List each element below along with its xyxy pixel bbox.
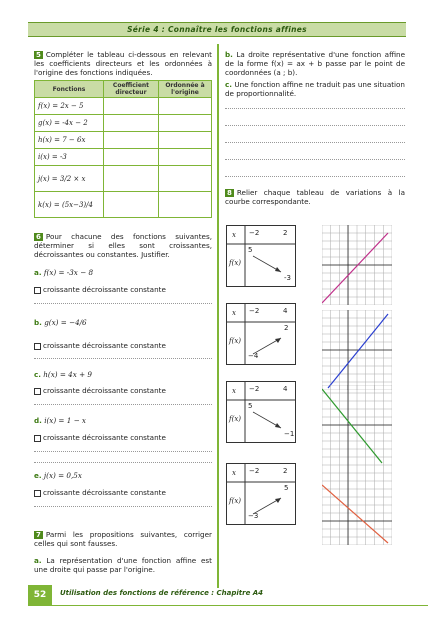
- answer-line[interactable]: [225, 142, 405, 143]
- cell-input[interactable]: [158, 149, 211, 166]
- x-end: 4: [283, 385, 288, 393]
- function-graph: [322, 465, 392, 545]
- item-expr: j(x) = 0,5x: [43, 471, 82, 480]
- row-x-label: x: [232, 469, 236, 477]
- cell-input[interactable]: [104, 98, 159, 115]
- table-row-h: h(x) = 7 − 6x: [35, 132, 104, 149]
- answer-line[interactable]: [225, 125, 405, 126]
- cell-input[interactable]: [158, 166, 211, 192]
- answer-line[interactable]: [34, 451, 212, 452]
- graph-grid: [322, 225, 392, 305]
- cell-input[interactable]: [104, 115, 159, 132]
- item-expr: i(x) = 1 − x: [44, 416, 86, 425]
- ex6-intro-text: Pour chacune des fonctions suivantes, déterminer si elles sont croissantes, décroissantes ou constantes. Justifier.: [34, 232, 212, 259]
- chapter-footer: Utilisation des fonctions de référence : Chapitre A4: [60, 589, 264, 597]
- cell-input[interactable]: [104, 132, 159, 149]
- function-graph: [322, 225, 392, 305]
- row-x-label: x: [232, 387, 236, 395]
- col-header-coef: Coefficient directeur: [104, 81, 159, 98]
- header-banner: [28, 22, 406, 37]
- answer-line[interactable]: [34, 506, 212, 507]
- ex7-b: [225, 50, 405, 77]
- variation-table: [226, 463, 296, 525]
- x-end: 4: [283, 307, 288, 315]
- x-end: 2: [283, 229, 288, 237]
- series-title: Série 4 : Connaître les fonctions affines: [127, 25, 307, 34]
- ex5-table: [34, 80, 212, 218]
- function-graph: [322, 385, 392, 465]
- answer-line[interactable]: [225, 159, 405, 160]
- col-header-ordonnee: Ordonnée à l'origine: [158, 81, 211, 98]
- footer-rule: [28, 605, 428, 606]
- function-graph: [322, 310, 392, 390]
- row-x-label: x: [232, 309, 236, 317]
- cell-input[interactable]: [158, 98, 211, 115]
- table-row-i: i(x) = -3: [35, 149, 104, 166]
- ex8-intro: [225, 188, 405, 206]
- row-x-label: x: [232, 231, 236, 239]
- variation-table: [226, 225, 296, 287]
- choices-text: croissante décroissante constante: [43, 488, 166, 497]
- choices-text: croissante décroissante constante: [43, 341, 166, 350]
- cell-input[interactable]: [104, 192, 159, 218]
- checkbox-icon[interactable]: [34, 343, 41, 350]
- item-label: b.: [34, 318, 42, 327]
- item-text: Une fonction affine ne traduit pas une situation de proportionnalité.: [225, 80, 405, 98]
- item-label: b.: [225, 50, 233, 59]
- ex6-number: 6: [36, 233, 41, 241]
- cell-input[interactable]: [158, 115, 211, 132]
- f-end: -3: [284, 274, 291, 282]
- ex7-number: 7: [36, 531, 41, 539]
- item-label: a.: [34, 556, 42, 565]
- graph-grid: [322, 465, 392, 545]
- checkbox-icon[interactable]: [34, 435, 41, 442]
- ex5-number: 5: [36, 51, 41, 59]
- item-label: d.: [34, 416, 42, 425]
- item-label: c.: [34, 370, 41, 379]
- ex6-intro: [34, 232, 212, 259]
- row-f-label: f(x): [229, 337, 242, 345]
- f-end: 5: [284, 484, 289, 492]
- item-label: e.: [34, 471, 42, 480]
- table-row-f: f(x) = 2x − 5: [35, 98, 104, 115]
- ex6-choices-d[interactable]: [34, 433, 166, 442]
- x-start: −2: [249, 229, 260, 237]
- x-end: 2: [283, 467, 288, 475]
- table-row-g: g(x) = -4x − 2: [35, 115, 104, 132]
- ex6-item-c: [34, 370, 92, 379]
- row-f-label: f(x): [229, 497, 242, 505]
- f-start: 5: [248, 246, 253, 254]
- row-f-label: f(x): [229, 259, 242, 267]
- cell-input[interactable]: [104, 149, 159, 166]
- item-expr: g(x) = −4/6: [44, 318, 87, 327]
- checkbox-icon[interactable]: [34, 388, 41, 395]
- column-divider: [217, 44, 219, 588]
- f-start: −3: [248, 512, 259, 520]
- checkbox-icon[interactable]: [34, 287, 41, 294]
- x-start: −2: [249, 467, 260, 475]
- item-text: La représentation d'une fonction affine est une droite qui passe par l'origine.: [34, 556, 212, 574]
- f-start: 5: [248, 402, 253, 410]
- ex6-choices-e[interactable]: [34, 488, 166, 497]
- choices-text: croissante décroissante constante: [43, 433, 166, 442]
- graph-grid: [322, 310, 392, 390]
- variation-table: [226, 303, 296, 365]
- row-f-label: f(x): [229, 415, 242, 423]
- ex7-intro-text: Parmi les propositions suivantes, corriger celles qui sont fausses.: [34, 530, 212, 548]
- ex6-item-b: [34, 318, 87, 327]
- cell-input[interactable]: [104, 166, 159, 192]
- table-row-j: j(x) = 3/2 × x: [35, 166, 104, 192]
- ex6-choices-b[interactable]: [34, 341, 166, 350]
- x-start: −2: [249, 385, 260, 393]
- answer-line[interactable]: [34, 462, 212, 463]
- table-row-k: k(x) = (5x−3)/4: [35, 192, 104, 218]
- ex6-item-e: [34, 471, 82, 480]
- x-start: −2: [249, 307, 260, 315]
- answer-line[interactable]: [225, 176, 405, 177]
- cell-input[interactable]: [158, 192, 211, 218]
- item-label: a.: [34, 268, 42, 277]
- answer-line[interactable]: [34, 404, 212, 405]
- col-header-fonctions: Fonctions: [35, 81, 104, 98]
- ex5-intro-text: Compléter le tableau ci-dessous en relevant les coefficients directeurs et les ordonnées à l'origine des fonctions indiquées.: [34, 50, 212, 77]
- ex5-intro: [34, 50, 212, 77]
- answer-line[interactable]: [225, 108, 405, 109]
- ex7-a: [34, 556, 212, 574]
- item-expr: f(x) = -3x − 8: [43, 268, 94, 277]
- answer-line[interactable]: [34, 303, 212, 304]
- choices-text: croissante décroissante constante: [43, 386, 166, 395]
- ex8-number: 8: [227, 189, 232, 197]
- f-end: 2: [284, 324, 289, 332]
- ex6-item-d: [34, 416, 86, 425]
- ex6-item-a: [34, 268, 93, 277]
- ex6-choices-c[interactable]: [34, 386, 166, 395]
- page-number: 52: [28, 585, 52, 605]
- graph-grid: [322, 385, 392, 465]
- ex6-choices-a[interactable]: [34, 285, 166, 294]
- ex7-c: [225, 80, 405, 98]
- checkbox-icon[interactable]: [34, 490, 41, 497]
- f-end: −1: [284, 430, 295, 438]
- answer-line[interactable]: [34, 358, 212, 359]
- variation-table: [226, 381, 296, 443]
- choices-text: croissante décroissante constante: [43, 285, 166, 294]
- cell-input[interactable]: [158, 132, 211, 149]
- item-expr: h(x) = 4x + 9: [43, 370, 92, 379]
- item-text: La droite représentative d'une fonction affine de la forme f(x) = ax + b passe par le point de coordonnées (a ; b).: [225, 50, 405, 77]
- ex7-intro: [34, 530, 212, 548]
- ex8-intro-text: Relier chaque tableau de variations à la courbe correspondante.: [225, 188, 405, 206]
- item-label: c.: [225, 80, 232, 89]
- f-start: −4: [248, 352, 259, 360]
